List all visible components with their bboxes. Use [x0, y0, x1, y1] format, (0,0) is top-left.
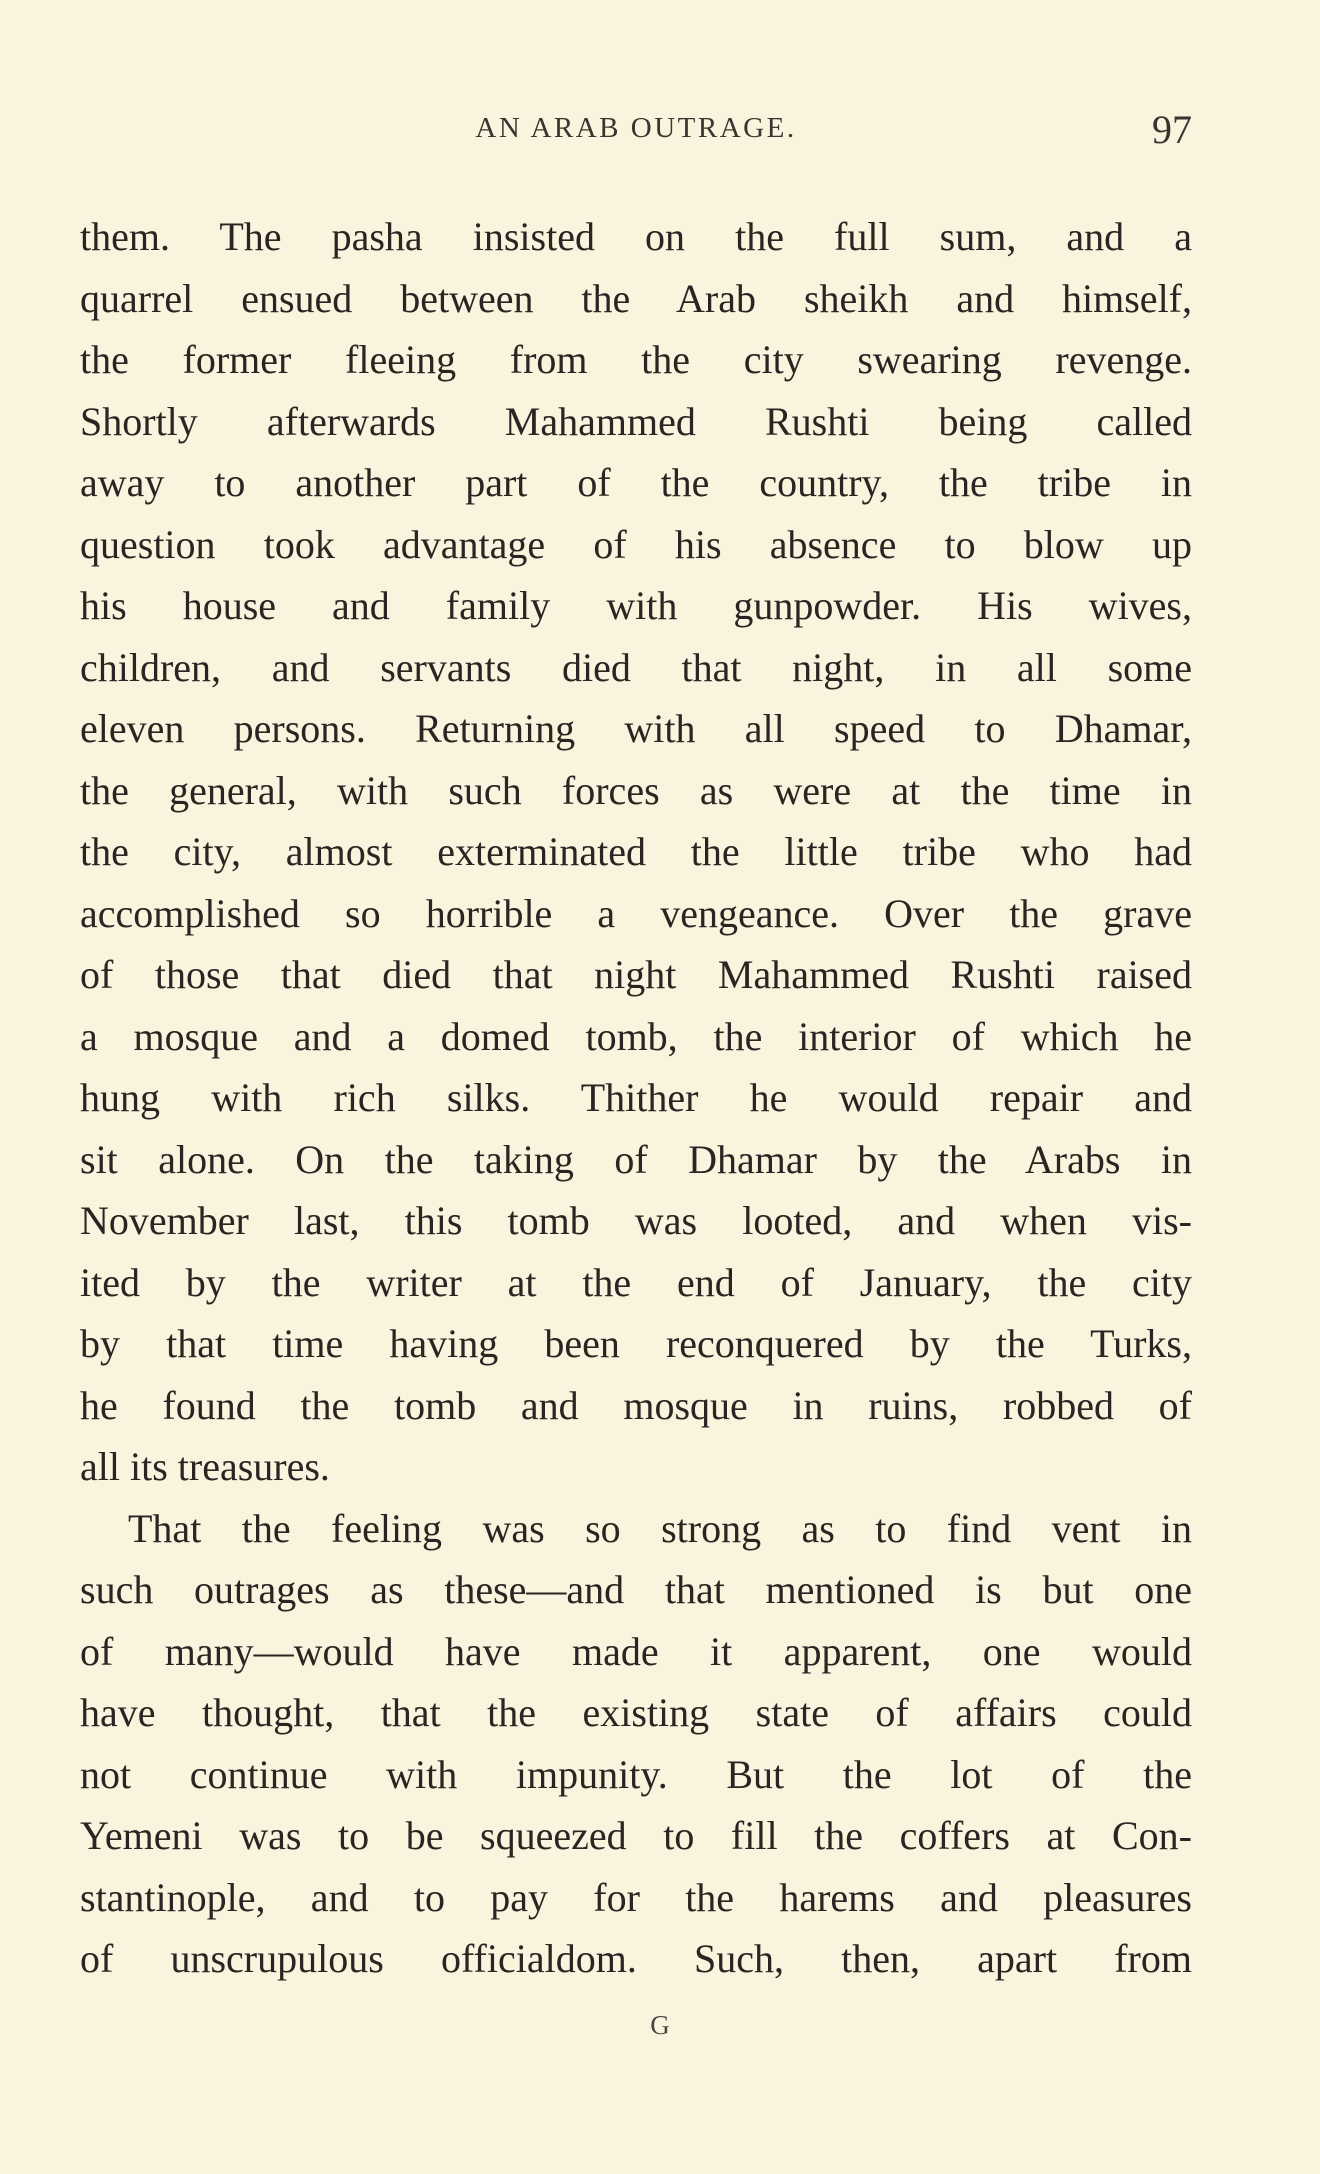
- paragraph-start-line: That the feeling was so strong as to find vent in: [128, 1505, 1192, 1551]
- page-header: [80, 107, 1192, 162]
- text-line: a mosque and a domed tomb, the interior of which he: [80, 1013, 1192, 1059]
- text-line: such outrages as these—and that mentioned is but one: [80, 1567, 1192, 1612]
- text-line: of unscrupulous officialdom. Such, then, apart from: [80, 1936, 1192, 1981]
- text-line: question took advantage of his absence to blow up: [80, 521, 1192, 567]
- signature-mark: G: [650, 2010, 670, 2040]
- text-line: them. The pasha insisted on the full sum, and a: [80, 214, 1192, 259]
- text-line: Shortly afterwards Mahammed Rushti being called: [80, 398, 1192, 444]
- text-line: his house and family with gunpowder. His wives,: [80, 583, 1192, 628]
- page-number: 97: [1152, 107, 1192, 152]
- text-line: quarrel ensued between the Arab sheikh and himself,: [80, 275, 1192, 321]
- text-line: eleven persons. Returning with all speed to Dhamar,: [80, 706, 1192, 751]
- text-line: children, and servants died that night, in all some: [80, 644, 1192, 690]
- text-line: sit alone. On the taking of Dhamar by the Arabs in: [80, 1136, 1192, 1182]
- text-line: ited by the writer at the end of January, the city: [80, 1259, 1192, 1305]
- text-line: he found the tomb and mosque in ruins, robbed of: [80, 1382, 1192, 1428]
- text-line: accomplished so horrible a vengeance. Over the grave: [80, 890, 1192, 936]
- text-line: the general, with such forces as were at the time in: [80, 767, 1192, 813]
- text-line: Yemeni was to be squeezed to fill the coffers at Con-: [80, 1813, 1192, 1858]
- paragraph-end-line: all its treasures.: [80, 1444, 330, 1489]
- text-line: of those that died that night Mahammed Rushti raised: [80, 952, 1192, 997]
- running-head: AN ARAB OUTRAGE.: [475, 112, 797, 144]
- body-text: [80, 206, 1192, 1990]
- text-line: away to another part of the country, the tribe in: [80, 460, 1192, 505]
- text-line: the city, almost exterminated the little tribe who had: [80, 829, 1192, 874]
- text-line: of many—would have made it apparent, one would: [80, 1628, 1192, 1674]
- text-line: have thought, that the existing state of affairs could: [80, 1690, 1192, 1735]
- text-line: hung with rich silks. Thither he would repair and: [80, 1075, 1192, 1120]
- text-line: by that time having been reconquered by the Turks,: [80, 1321, 1192, 1366]
- text-line: stantinople, and to pay for the harems and pleasures: [80, 1874, 1192, 1920]
- text-line: the former fleeing from the city swearing revenge.: [80, 337, 1192, 382]
- text-line: not continue with impunity. But the lot of the: [80, 1751, 1192, 1797]
- text-line: November last, this tomb was looted, and when vis-: [80, 1198, 1192, 1243]
